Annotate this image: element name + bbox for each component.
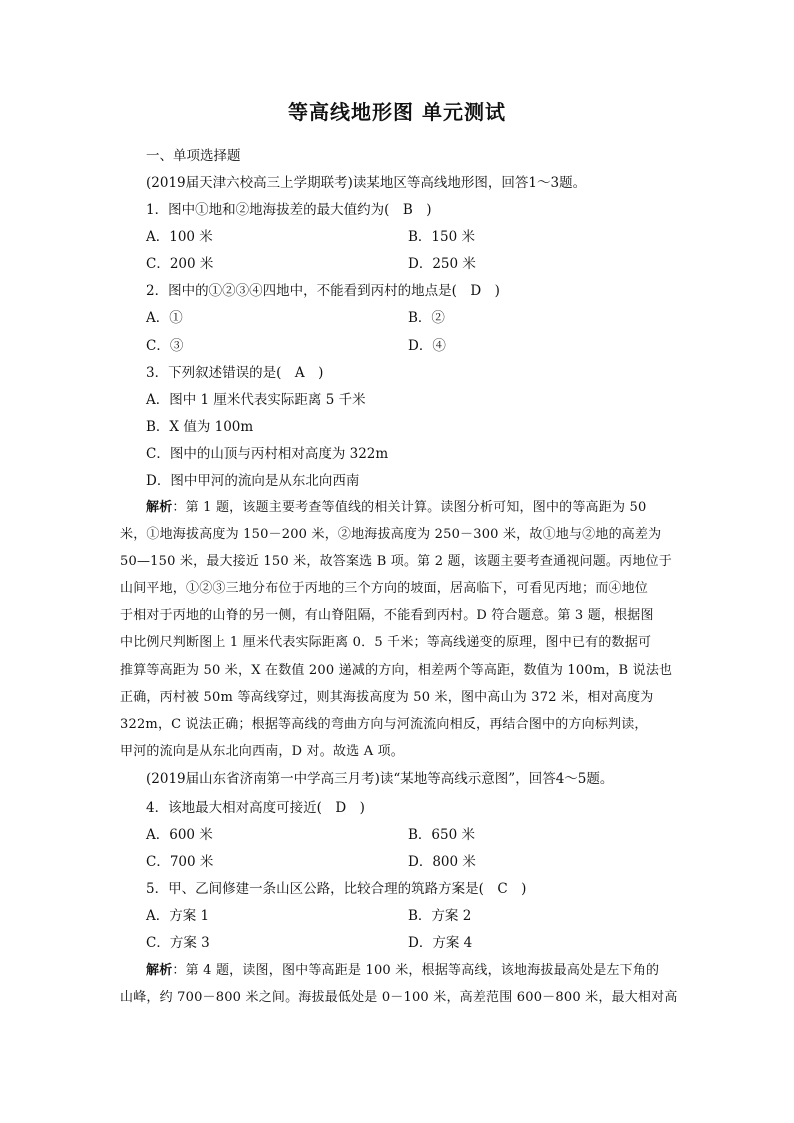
question-2-stem: 2．图中的①②③④四地中，不能看到丙村的地点是( D ) (146, 283, 500, 299)
question-3-option-d: D．图中甲河的流向是从东北向西南 (146, 473, 360, 489)
question-1-option-b: B．150 米 (408, 229, 475, 245)
explanation-1-line: 50—150 米，最大接近 150 米，故答案选 B 项。第 2 题，该题主要考查通视问题。丙地位于 (120, 554, 672, 569)
question-2-option-c: C．③ (146, 338, 184, 354)
question-5-option-b: B．方案 2 (408, 908, 472, 924)
question-4-option-a: A．600 米 (146, 827, 213, 843)
question-4-option-d: D．800 米 (408, 854, 476, 870)
question-5-option-c: C．方案 3 (146, 935, 210, 951)
question-1-option-d: D．250 米 (408, 256, 476, 272)
explanation-1-line: 解析：第 1 题，该题主要考查等值线的相关计算。读图分析可知，图中的等高距为 50 (146, 500, 647, 515)
question-5-stem: 5．甲、乙间修建一条山区公路，比较合理的筑路方案是( C ) (146, 881, 527, 897)
explanation-1-line: 山间平地，①②③三地分布位于丙地的三个方向的坡面，居高临下，可看见丙地；而④地位 (120, 581, 649, 596)
question-4-option-c: C．700 米 (146, 854, 214, 870)
question-4-option-b: B．650 米 (408, 827, 475, 843)
page-title: 等高线地形图 单元测试 (288, 100, 506, 124)
explanation-1-line: 于相对于丙地的山脊的另一侧，有山脊阻隔，不能看到丙村。D 符合题意。第 3 题，根据图 (120, 608, 654, 623)
explanation-1-line: 中比例尺判断图上 1 厘米代表实际距离 0．5 千米；等高线递变的原理，图中已有的数据可 (120, 635, 652, 650)
question-5-option-d: D．方案 4 (408, 935, 473, 951)
question-2-option-a: A．① (146, 310, 183, 326)
question-2-option-d: D．④ (408, 338, 446, 354)
question-4-stem: 4．该地最大相对高度可接近( D ) (146, 800, 365, 816)
question-3-stem: 3．下列叙述错误的是( A ) (146, 365, 324, 381)
question-1-stem: 1．图中①地和②地海拔差的最大值约为( B ) (146, 202, 432, 218)
intro-text-1: (2019届天津六校高三上学期联考)读某地区等高线地形图，回答1～3题。 (146, 175, 587, 191)
question-3-option-b: B．X 值为 100m (146, 419, 254, 435)
explanation-1-line: 正确，丙村被 50m 等高线穿过，则其海拔高度为 50 米，图中高山为 372 米，相对高度为 (120, 690, 654, 705)
explanation-1-line: 米，①地海拔高度为 150－200 米，②地海拔高度为 250－300 米，故①地与②地的高差为 (120, 527, 662, 542)
explanation-label: 解析 (146, 500, 173, 515)
explanation-2-line: 山峰，约 700－800 米之间。海拔最低处是 0－100 米，高差范围 600－800 米，最大相对高 (120, 990, 678, 1005)
explanation-label: 解析 (146, 963, 173, 978)
explanation-1-line: 甲河的流向是从东北向西南，D 对。故选 A 项。 (120, 744, 405, 759)
question-2-option-b: B．② (408, 310, 445, 326)
intro-text-2: (2019届山东省济南第一中学高三月考)读“某地等高线示意图”，回答4～5题。 (146, 771, 614, 787)
explanation-1-line: 322m，C 说法正确；根据等高线的弯曲方向与河流流向相反，再结合图中的方向标判读， (120, 717, 648, 732)
explanation-1-line: 推算等高距为 50 米，X 在数值 200 递减的方向，相差两个等高距，数值为 100m，B 说法也 (120, 663, 673, 678)
explanation-2-line: 解析：第 4 题，读图，图中等高距是 100 米，根据等高线，该地海拔最高处是左下角的 (146, 963, 660, 978)
question-5-option-a: A．方案 1 (146, 908, 210, 924)
question-3-option-c: C．图中的山顶与丙村相对高度为 322m (146, 446, 389, 462)
question-1-option-a: A．100 米 (146, 229, 213, 245)
section-heading: 一、单项选择题 (146, 148, 241, 164)
question-3-option-a: A．图中 1 厘米代表实际距离 5 千米 (146, 392, 366, 408)
question-1-option-c: C．200 米 (146, 256, 214, 272)
